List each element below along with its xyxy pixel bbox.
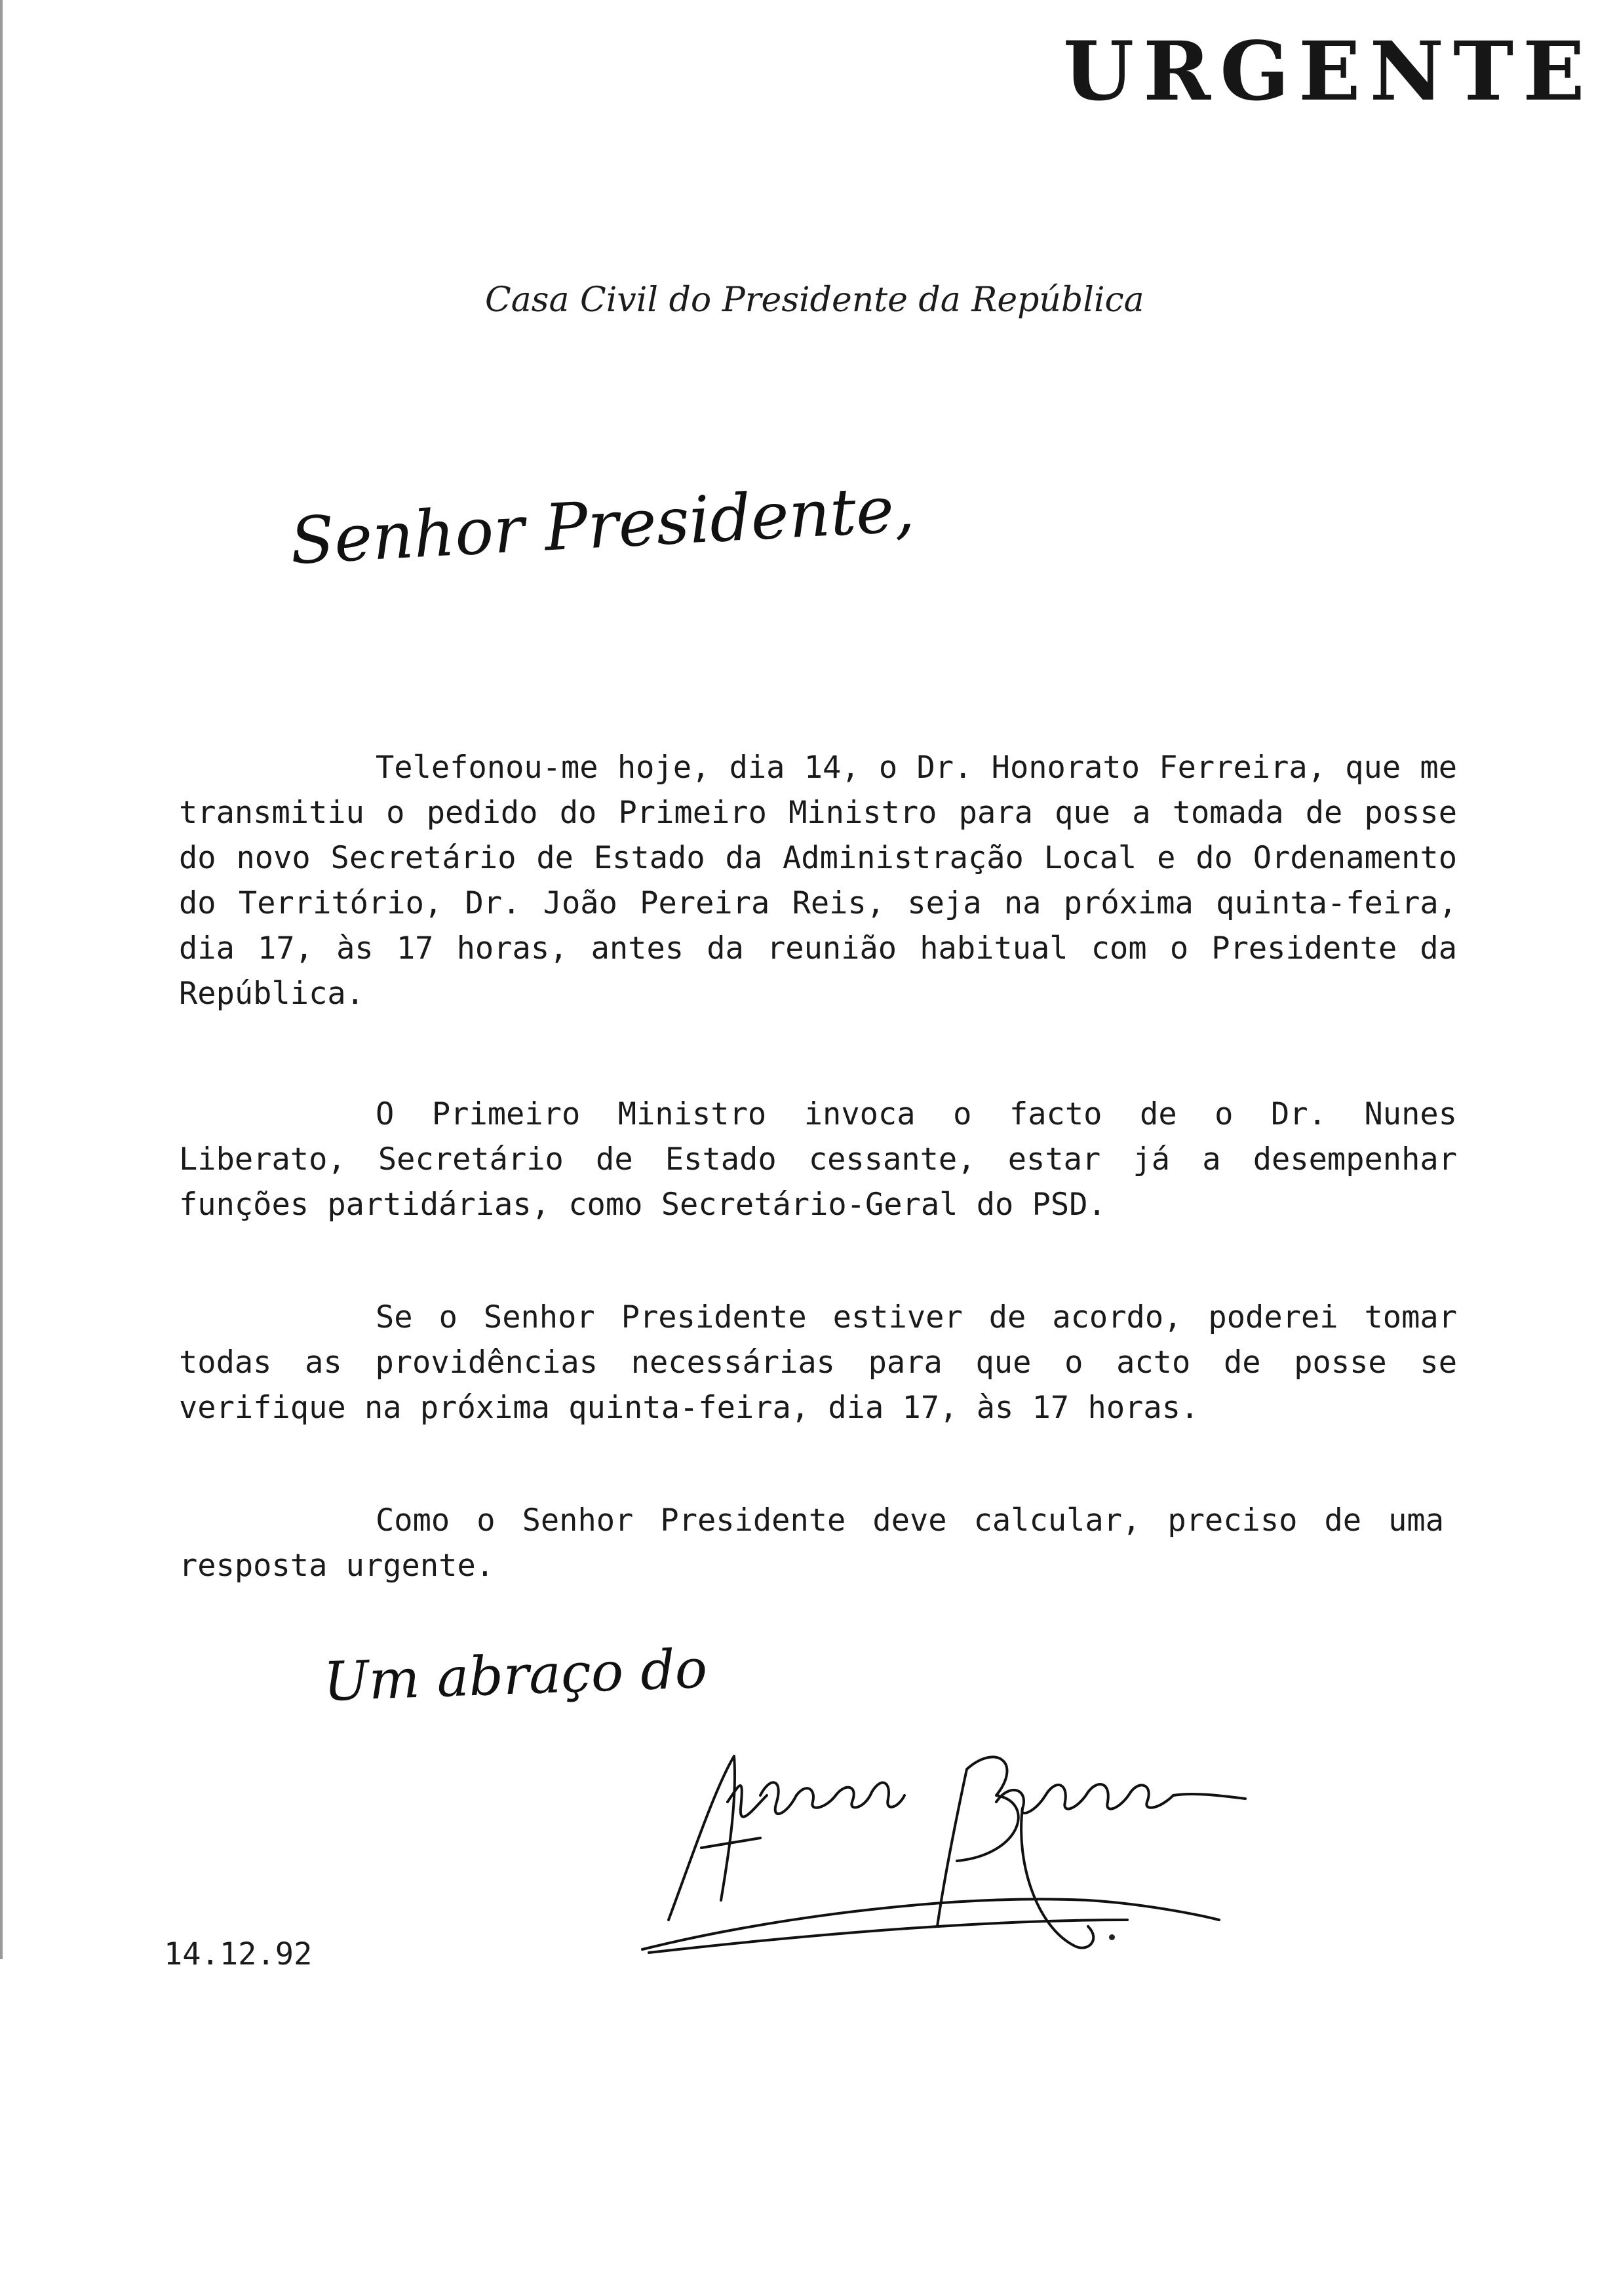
letterhead: Casa Civil do Presidente da República bbox=[485, 280, 1144, 320]
ink-dot bbox=[1109, 1934, 1115, 1940]
letter-date: 14.12.92 bbox=[164, 1936, 313, 1972]
body-paragraph-2: O Primeiro Ministro invoca o facto de o Dr. Nunes Liberato, Secretário de Estado cessante, estar já a desempenhar funções partidárias, como Secretário-Geral do PSD. bbox=[179, 1096, 1457, 1223]
body-paragraph-1: Telefonou-me hoje, dia 14, o Dr. Honorato Ferreira, que me transmitiu o pedido do Primeiro Ministro para que a tomada de posse do novo Secretário de Estado da Administração Local e do Ordenamento do Território, Dr. João Pereira Reis, seja na próxima quinta-feira, dia 17, às 17 horas, antes da reunião habitual com o Presidente da República. bbox=[179, 750, 1457, 1012]
closing-phrase: Um abraço do bbox=[322, 1637, 709, 1713]
scan-edge bbox=[0, 0, 3, 1959]
salutation: Senhor Presidente, bbox=[288, 472, 916, 579]
body-paragraph-3: Se o Senhor Presidente estiver de acordo, poderei tomar todas as providências necessárias para que o acto de posse se verifique na próxima quinta-feira, dia 17, às 17 horas. bbox=[179, 1299, 1457, 1426]
body-paragraph-4: Como o Senhor Presidente deve calcular, preciso de uma resposta urgente. bbox=[179, 1502, 1444, 1584]
urgent-stamp: URGENTE bbox=[1063, 24, 1594, 119]
signature bbox=[629, 1704, 1258, 1966]
